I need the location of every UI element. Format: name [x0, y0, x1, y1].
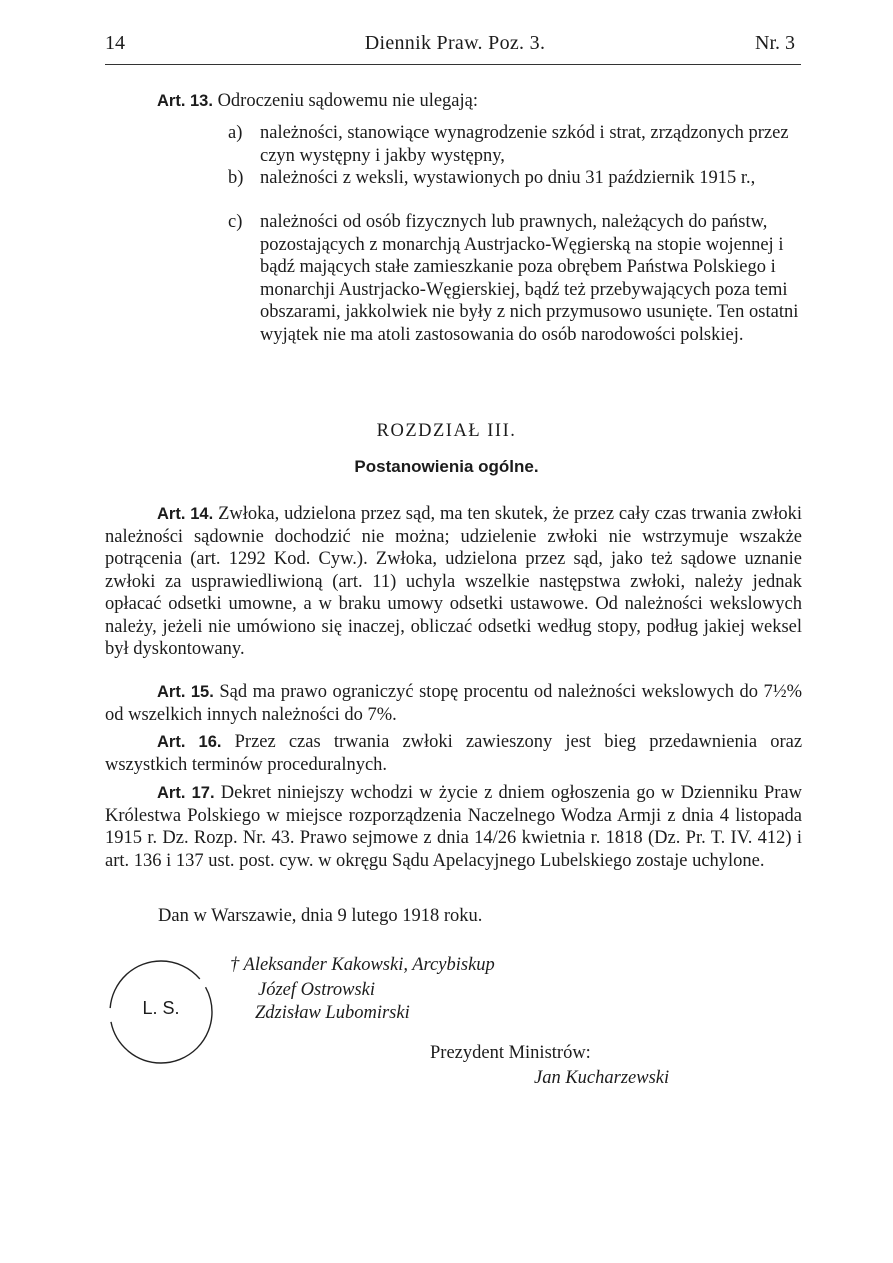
article-16-text: Przez czas trwania zwłoki zawieszony jest bieg przedawnienia oraz wszystkich terminów proceduralnych. — [105, 732, 803, 775]
article-13-item-b — [228, 167, 800, 215]
president-title: Prezydent Ministrów: — [430, 1043, 591, 1063]
chapter-heading: ROZDZIAŁ III. — [376, 421, 517, 441]
article-15-label: Art. 15. — [157, 683, 214, 701]
page-number: 14 — [105, 32, 125, 54]
chapter-subheading: Postanowienia ogólne. — [354, 457, 539, 476]
article-17-label: Art. 17. — [157, 784, 215, 802]
item-mark: a) — [228, 123, 243, 143]
date-line: Dan w Warszawie, dnia 9 lutego 1918 roku. — [158, 906, 483, 926]
article-13-label: Art. 13. — [157, 92, 213, 110]
seal-label: L. S. — [142, 998, 180, 1018]
article-17-text: Dekret niniejszy wchodzi w życie z dniem ogłoszenia go w Dzienniku Praw Królestwa Polskiego w miejsce rozporządzenia Naczelnego Wodza Armji z dnia 4 listopada 1915 r. Dz. Rozp. Nr. 43. Prawo sejmowe z dnia 14/26 kwietnia r. 1818 (Dz. Pr. T. IV. 412) i art. 136 i 137 ust. post. cyw. w okręgu Sądu Apelacyjnego Lubelskiego zostaje uchylone. — [105, 783, 802, 871]
article-15 — [105, 681, 802, 726]
article-13-intro — [157, 90, 797, 113]
president-name: Jan Kucharzewski — [534, 1068, 670, 1088]
article-15-text: Sąd ma prawo ograniczyć stopę procentu od należności wekslowych do 7½% od wszelkich innych należności do 7%. — [105, 682, 803, 725]
article-13-intro-text: Odroczeniu sądowemu nie ulegają: — [217, 91, 479, 111]
journal-title: Diennik Praw. Poz. 3. — [364, 32, 546, 54]
issue-number: Nr. 3 — [755, 32, 795, 54]
item-text: należności, stanowiące wynagrodzenie szkód i strat, zrządzonych przez czyn występny i jakby występny, — [260, 123, 789, 166]
header-rule — [105, 64, 801, 65]
article-13-item-c — [228, 211, 800, 381]
signatory-1: † Aleksander Kakowski, Arcybiskup — [230, 955, 495, 975]
article-16-label: Art. 16. — [157, 733, 222, 751]
article-14-text: Zwłoka, udzielona przez sąd, ma ten skutek, że przez cały czas trwania zwłoki należności sądownie dochodzić nie można; udzielenie zwłoki nie wstrzymuje wszakże potrącenia (art. 1292 Kod. Cyw.). Zwłoka, udzielona przez sąd, jako też sądowe uznanie zwłoki za usprawiedliwioną (art. 11) uchyla wszelkie następstwa zwłoki, należy jednak opłacać odsetki umowne, a w braku umowy odsetki ustawowe. Od należności wekslowych należy, jeżeli nie umówiono się inaczej, obliczać odsetki według stopy, podług jakiej weksel był dyskontowany. — [105, 504, 802, 659]
signatory-2: Józef Ostrowski — [258, 980, 375, 1000]
item-text: należności z weksli, wystawionych po dniu 31 październik 1915 r., — [260, 168, 756, 188]
page-header — [105, 30, 805, 62]
item-mark: c) — [228, 212, 243, 232]
signatory-3: Zdzisław Lubomirski — [255, 1003, 410, 1023]
article-13-item-a — [228, 122, 800, 170]
article-14 — [105, 503, 802, 661]
item-mark: b) — [228, 168, 244, 188]
article-16 — [105, 731, 802, 776]
article-17 — [105, 782, 802, 872]
item-text: należności od osób fizycznych lub prawnych, należących do państw, pozostających z monarchją Austrjacko-Węgierską na stopie wojennej i bądź mających stałe zamieszkanie poza obrębem Państwa Polskiego i monarchji Austrjacko-Węgierskiej, bądź też przebywających poza temi obszarami, jakkolwiek nie były z nich przymusowo usunięte. Ten ostatni wyjątek nie ma atoli zastosowania do osób narodowości polskiej. — [260, 212, 799, 345]
article-14-label: Art. 14. — [157, 505, 214, 523]
